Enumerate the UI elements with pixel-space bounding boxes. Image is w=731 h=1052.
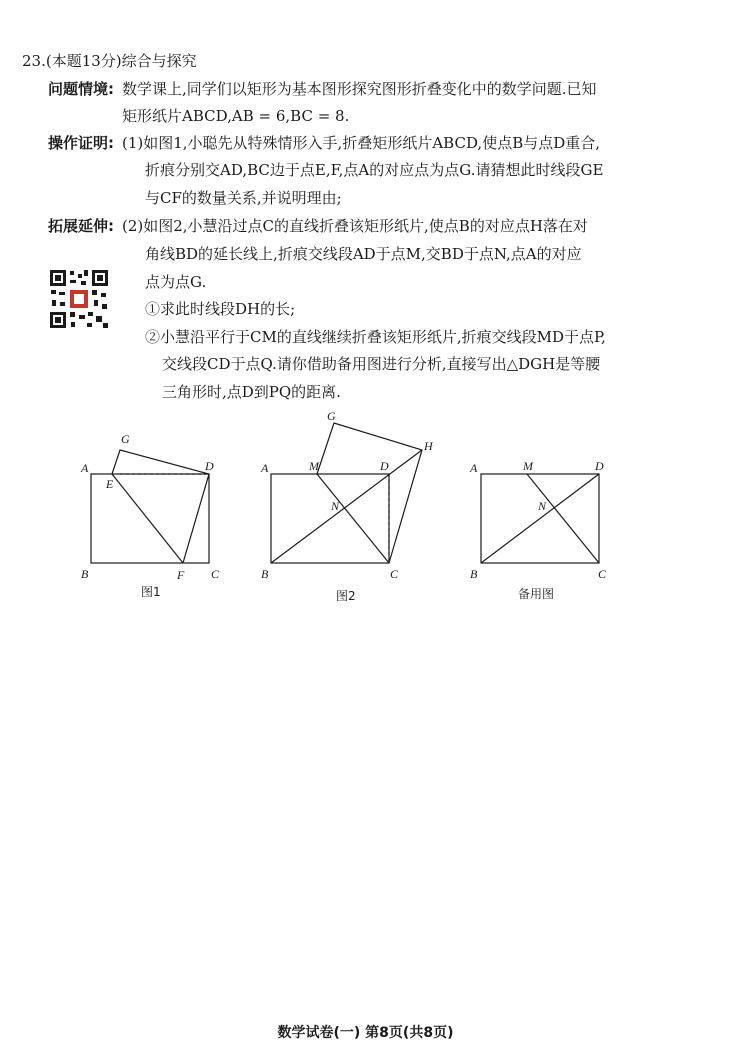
fig1-label-G: G [121, 432, 130, 446]
proof-label: 操作证明: [48, 134, 114, 152]
extension-line-1: (2)如图2,小慧沿过点C的直线折叠该矩形纸片,使点B的对应点H落在对 [122, 217, 588, 235]
context-label: 问题情境: [48, 80, 114, 98]
fig1-label-F: F [177, 568, 185, 582]
fig3-label-A: A [470, 461, 478, 475]
fig1-label-B: B [81, 567, 89, 581]
fig2-label-B: B [261, 567, 269, 581]
fig2-folded-flap [317, 423, 422, 563]
fig3-label-C: C [598, 567, 607, 581]
qr-code-icon [48, 268, 110, 330]
extension-line-2: 角线BD的延长线上,折痕交线段AD于点M,交BD于点N,点A的对应 [145, 245, 582, 263]
fig3-rectangle [481, 474, 599, 563]
fig2-crease-cm [317, 474, 389, 563]
extension-line-3: 点为点G. [145, 273, 207, 291]
fig2-caption: 图2 [336, 589, 356, 603]
fig2-label-A: A [261, 461, 269, 475]
fig2-label-C: C [390, 567, 399, 581]
context-line-2: 矩形纸片ABCD,AB = 6,BC = 8. [122, 107, 350, 125]
subquestion-1: ①求此时线段DH的长; [145, 300, 296, 318]
figure-1 [91, 450, 209, 563]
fig3-diagonal-bd [481, 474, 599, 563]
fig3-caption: 备用图 [518, 587, 555, 601]
fig1-label-A: A [81, 461, 89, 475]
fig2-label-G: G [327, 409, 336, 423]
proof-line-3: 与CF的数量关系,并说明理由; [145, 189, 342, 207]
fig2-label-N: N [331, 499, 340, 513]
page-footer: 数学试卷(一) 第8页(共8页) [277, 1025, 454, 1041]
fig3-label-B: B [470, 567, 478, 581]
fig3-label-M: M [523, 459, 533, 473]
fig2-label-M: M [309, 459, 319, 473]
fig2-label-D: D [380, 459, 389, 473]
fig2-rectangle [271, 474, 389, 563]
fig2-label-H: H [424, 439, 433, 453]
fig1-label-E: E [106, 477, 114, 491]
figure-backup [481, 474, 599, 563]
proof-line-1: (1)如图1,小聪先从特殊情形入手,折叠矩形纸片ABCD,使点B与点D重合, [122, 134, 601, 152]
subquestion-2-line-1: ②小慧沿平行于CM的直线继续折叠该矩形纸片,折痕交线段MD于点P, [145, 328, 606, 346]
fig1-folded-flap [112, 450, 209, 563]
figure-2 [271, 423, 422, 563]
subquestion-2-line-2: 交线段CD于点Q.请你借助备用图进行分析,直接写出△DGH是等腰 [162, 355, 601, 373]
fig1-label-D: D [205, 459, 214, 473]
fig3-label-N: N [538, 499, 547, 513]
fig1-crease [112, 474, 183, 563]
proof-line-2: 折痕分别交AD,BC边于点E,F,点A的对应点为点G.请猜想此时线段GE [145, 161, 604, 179]
fig3-label-D: D [595, 459, 604, 473]
fig1-label-C: C [211, 567, 220, 581]
fig2-diagonal-bh [271, 450, 422, 563]
fig3-line-mc [527, 474, 599, 563]
fig1-caption: 图1 [141, 585, 161, 599]
problem-header: 23.(本题13分)综合与探究 [22, 52, 197, 70]
extension-label: 拓展延伸: [48, 217, 114, 235]
subquestion-2-line-3: 三角形时,点D到PQ的距离. [162, 383, 341, 401]
context-line-1: 数学课上,同学们以矩形为基本图形探究图形折叠变化中的数学问题.已知 [122, 80, 597, 98]
fig1-rectangle [91, 474, 209, 563]
